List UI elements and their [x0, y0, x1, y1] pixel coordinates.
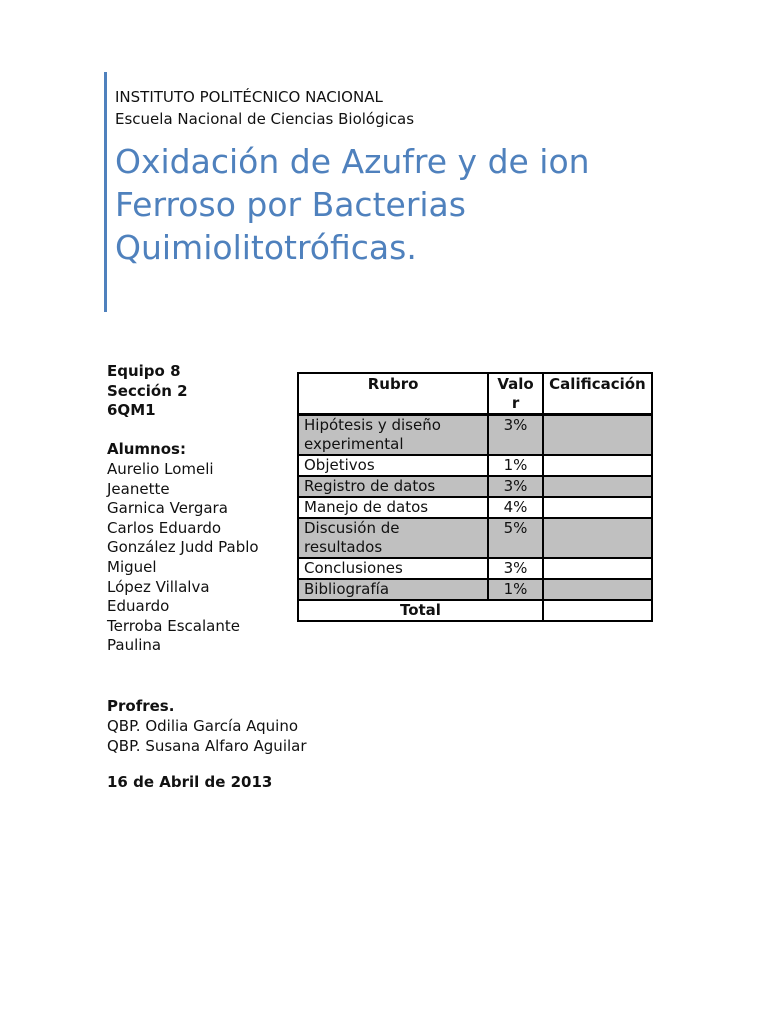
valor-cell: 3% — [488, 476, 543, 497]
rubric-table — [297, 372, 653, 622]
valor-cell: 5% — [488, 518, 543, 558]
table-row — [298, 518, 652, 558]
group-code: 6QM1 — [107, 401, 156, 420]
rubro-cell: Hipótesis y diseño experimental — [298, 415, 488, 456]
title-line-1: Oxidación de Azufre y de ion — [115, 142, 590, 181]
table-row — [298, 415, 652, 456]
calificacion-cell[interactable] — [543, 518, 652, 558]
student-line: Miguel — [107, 557, 157, 576]
calificacion-cell[interactable] — [543, 455, 652, 476]
header-block — [115, 86, 414, 130]
table-row — [298, 455, 652, 476]
valor-cell: 3% — [488, 558, 543, 579]
header-calificacion: Calificación — [543, 373, 652, 415]
accent-bar — [104, 72, 107, 312]
valor-cell: 3% — [488, 415, 543, 456]
students-label: Alumnos: — [107, 440, 186, 459]
student-line: González Judd Pablo — [107, 538, 259, 557]
student-line: López Villalva — [107, 577, 210, 596]
rubro-cell: Conclusiones — [298, 558, 488, 579]
student-line: Terroba Escalante — [107, 616, 240, 635]
rubro-cell: Discusión de resultados — [298, 518, 488, 558]
student-line: Carlos Eduardo — [107, 518, 222, 537]
title-line-3: Quimiolitotróficas. — [115, 228, 417, 267]
student-line: Paulina — [107, 636, 162, 655]
rubro-cell: Objetivos — [298, 455, 488, 476]
report-date: 16 de Abril de 2013 — [107, 773, 273, 791]
section-number: Sección 2 — [107, 381, 188, 400]
rubro-cell: Bibliografía — [298, 579, 488, 600]
title-line-2: Ferroso por Bacterias — [115, 185, 466, 224]
valor-cell: 4% — [488, 497, 543, 518]
header-valor: Valor — [488, 373, 543, 415]
professor-line: QBP. Odilia García Aquino — [107, 717, 299, 735]
total-label: Total — [298, 600, 543, 621]
rubro-cell: Manejo de datos — [298, 497, 488, 518]
team-number: Equipo 8 — [107, 362, 181, 380]
report-title — [115, 140, 675, 269]
calificacion-cell[interactable] — [543, 476, 652, 497]
institution-name: INSTITUTO POLITÉCNICO NACIONAL — [115, 88, 383, 106]
header-rubro: Rubro — [298, 373, 488, 415]
professor-line: QBP. Susana Alfaro Aguilar — [107, 737, 307, 755]
table-row — [298, 497, 652, 518]
team-info — [107, 362, 297, 656]
total-value[interactable] — [543, 600, 652, 621]
calificacion-cell[interactable] — [543, 558, 652, 579]
table-row — [298, 558, 652, 579]
student-line: Aurelio Lomeli — [107, 459, 214, 478]
total-row — [298, 600, 652, 621]
school-name: Escuela Nacional de Ciencias Biológicas — [115, 110, 415, 128]
professors-label: Profres. — [107, 697, 175, 715]
calificacion-cell[interactable] — [543, 579, 652, 600]
calificacion-cell[interactable] — [543, 497, 652, 518]
table-header-row — [298, 373, 652, 415]
table-row — [298, 579, 652, 600]
student-line: Garnica Vergara — [107, 499, 228, 518]
table-row — [298, 476, 652, 497]
valor-cell: 1% — [488, 455, 543, 476]
student-line: Jeanette — [107, 479, 170, 498]
student-line: Eduardo — [107, 597, 170, 616]
calificacion-cell[interactable] — [543, 415, 652, 456]
valor-cell: 1% — [488, 579, 543, 600]
rubro-cell: Registro de datos — [298, 476, 488, 497]
professors-block — [107, 696, 307, 756]
